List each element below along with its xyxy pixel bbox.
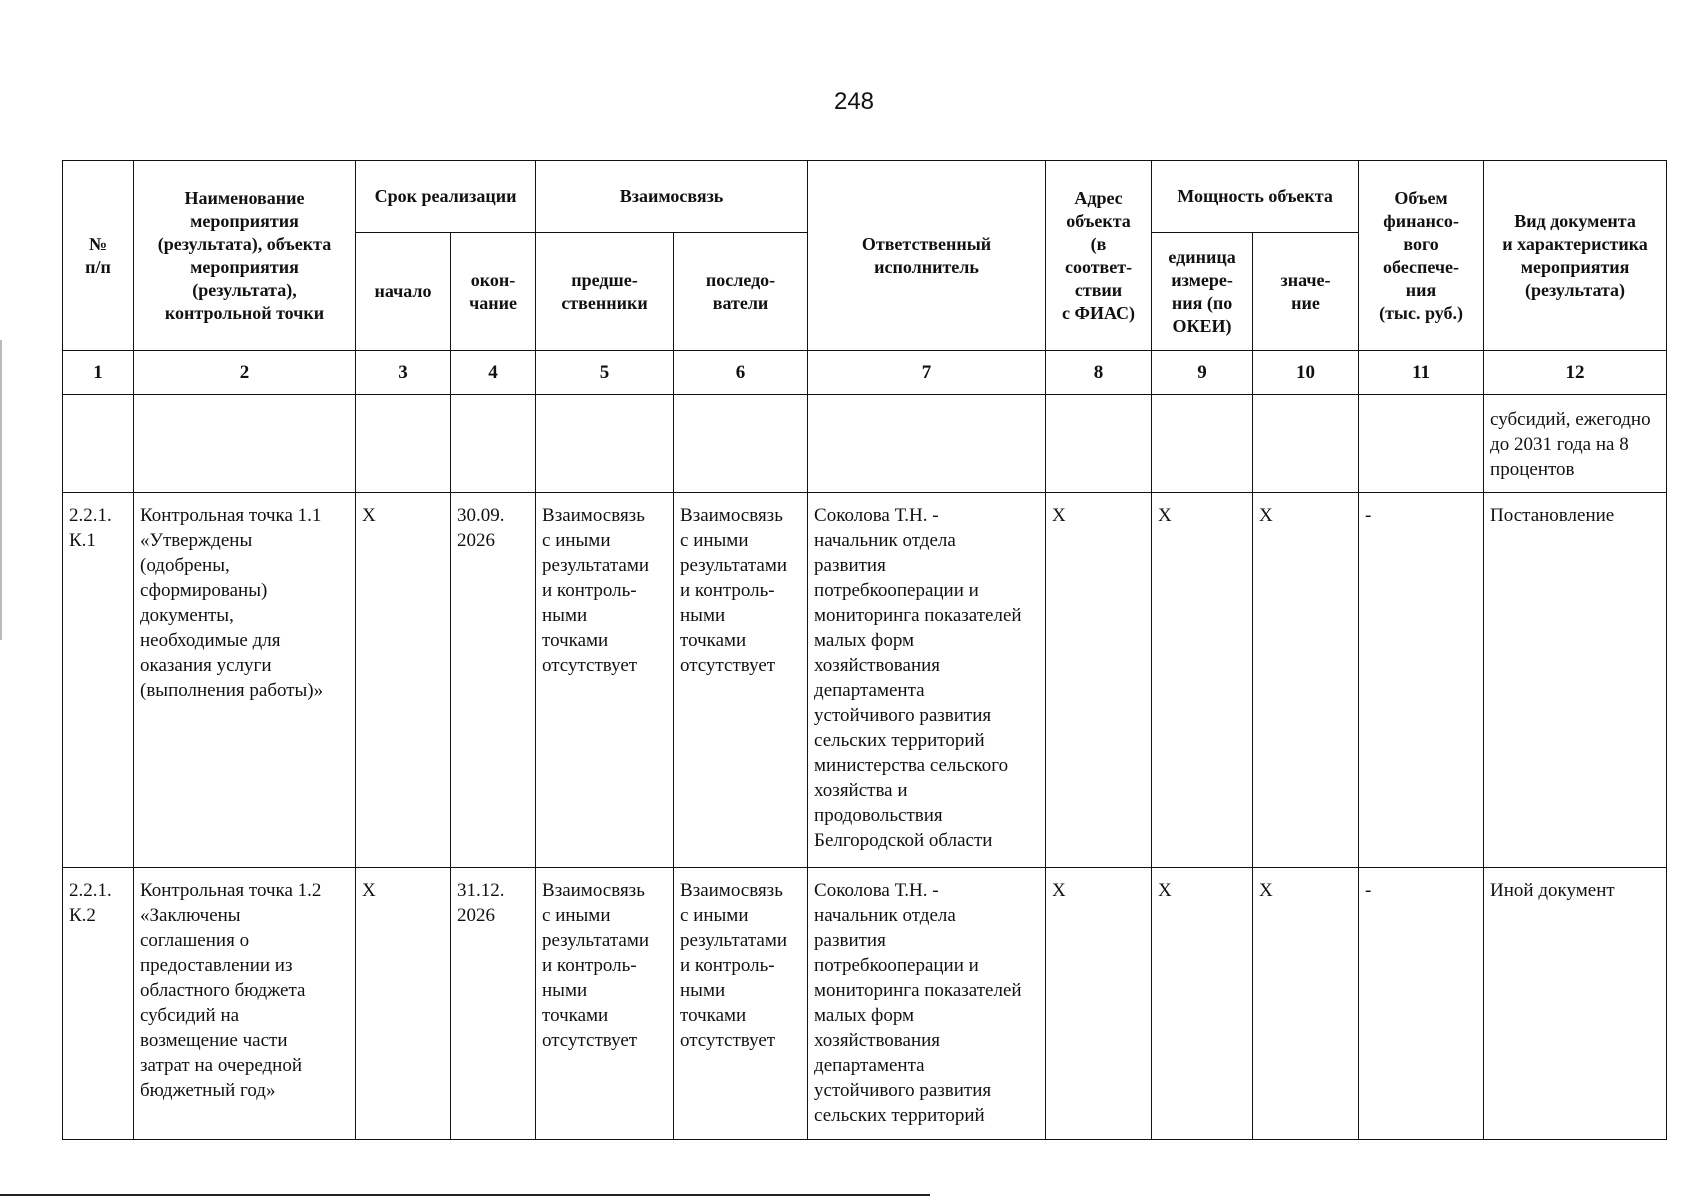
cell-num: 2.2.1. К.1 xyxy=(63,493,134,868)
scan-edge-mark xyxy=(0,340,2,640)
cell-doc: Иной документ xyxy=(1484,868,1667,1140)
cell-address: X xyxy=(1046,868,1152,1140)
column-number: 6 xyxy=(674,351,808,395)
cell-value: X xyxy=(1253,493,1359,868)
page-number: 248 xyxy=(833,88,875,115)
column-number: 10 xyxy=(1253,351,1359,395)
header-term-start: начало xyxy=(356,233,451,351)
table-row xyxy=(63,493,1667,868)
header-row-1 xyxy=(63,161,1667,233)
column-number: 9 xyxy=(1152,351,1253,395)
column-number: 4 xyxy=(451,351,536,395)
cell-next: Взаимосвязь с иными результатами и контроль- ными точками отсутствует xyxy=(674,868,808,1140)
cell-prev: Взаимосвязь с иными результатами и контроль- ными точками отсутствует xyxy=(536,493,674,868)
header-capacity-unit: единица измере- ния (по ОКЕИ) xyxy=(1152,233,1253,351)
cell-next: Взаимосвязь с иными результатами и контроль- ными точками отсутствует xyxy=(674,493,808,868)
column-number-row xyxy=(63,351,1667,395)
cell-start: X xyxy=(356,868,451,1140)
cell-responsible xyxy=(808,395,1046,493)
cell-finance xyxy=(1359,395,1484,493)
cell-address: X xyxy=(1046,493,1152,868)
cell-end: 31.12. 2026 xyxy=(451,868,536,1140)
column-number: 8 xyxy=(1046,351,1152,395)
cell-num xyxy=(63,395,134,493)
cell-doc: Постановление xyxy=(1484,493,1667,868)
cell-value: X xyxy=(1253,868,1359,1140)
cell-value xyxy=(1253,395,1359,493)
cell-unit xyxy=(1152,395,1253,493)
cell-start: X xyxy=(356,493,451,868)
cell-finance: - xyxy=(1359,868,1484,1140)
cell-num: 2.2.1. К.2 xyxy=(63,868,134,1140)
cell-responsible: Соколова Т.Н. - начальник отдела развития потребкооперации и мониторинга показателей малых форм хозяйствования департамента устойчивого развития сельских территорий министерства сельского хозяйства и продовольствия Белгородской области xyxy=(808,493,1046,868)
column-number: 5 xyxy=(536,351,674,395)
cell-start xyxy=(356,395,451,493)
cell-name: Контрольная точка 1.1 «Утверждены (одобрены, сформированы) документы, необходимые для оказания услуги (выполнения работы)» xyxy=(134,493,356,868)
header-doc: Вид документа и характеристика мероприятия (результата) xyxy=(1484,161,1667,351)
header-num: № п/п xyxy=(63,161,134,351)
bottom-rule xyxy=(0,1194,930,1196)
header-capacity-value: значе- ние xyxy=(1253,233,1359,351)
cell-end xyxy=(451,395,536,493)
cell-prev: Взаимосвязь с иными результатами и контроль- ными точками отсутствует xyxy=(536,868,674,1140)
cell-responsible: Соколова Т.Н. - начальник отдела развития потребкооперации и мониторинга показателей малых форм хозяйствования департамента устойчивого развития сельских территорий xyxy=(808,868,1046,1140)
table-row xyxy=(63,395,1667,493)
header-term-end: окон- чание xyxy=(451,233,536,351)
cell-end: 30.09. 2026 xyxy=(451,493,536,868)
header-finance: Объем финансо- вого обеспече- ния (тыс. руб.) xyxy=(1359,161,1484,351)
table-row xyxy=(63,868,1667,1140)
cell-name: Контрольная точка 1.2 «Заключены соглашения о предоставлении из областного бюджета субсидий на возмещение части затрат на очередной бюджетный год» xyxy=(134,868,356,1140)
column-number: 3 xyxy=(356,351,451,395)
cell-unit: X xyxy=(1152,493,1253,868)
cell-finance: - xyxy=(1359,493,1484,868)
header-name: Наименование мероприятия (результата), объекта мероприятия (результата), контрольной точки xyxy=(134,161,356,351)
header-link-prev: предше- ственники xyxy=(536,233,674,351)
plan-table xyxy=(62,160,1667,1140)
column-number: 12 xyxy=(1484,351,1667,395)
column-number: 7 xyxy=(808,351,1046,395)
header-term: Срок реализации xyxy=(356,161,536,233)
column-number: 2 xyxy=(134,351,356,395)
column-number: 1 xyxy=(63,351,134,395)
cell-unit: X xyxy=(1152,868,1253,1140)
cell-doc: субсидий, ежегодно до 2031 года на 8 процентов xyxy=(1484,395,1667,493)
cell-prev xyxy=(536,395,674,493)
header-link-next: последо- ватели xyxy=(674,233,808,351)
header-link: Взаимосвязь xyxy=(536,161,808,233)
cell-name xyxy=(134,395,356,493)
column-number: 11 xyxy=(1359,351,1484,395)
header-address: Адрес объекта (в соответ- ствии с ФИАС) xyxy=(1046,161,1152,351)
header-capacity: Мощность объекта xyxy=(1152,161,1359,233)
cell-address xyxy=(1046,395,1152,493)
cell-next xyxy=(674,395,808,493)
header-responsible: Ответственный исполнитель xyxy=(808,161,1046,351)
